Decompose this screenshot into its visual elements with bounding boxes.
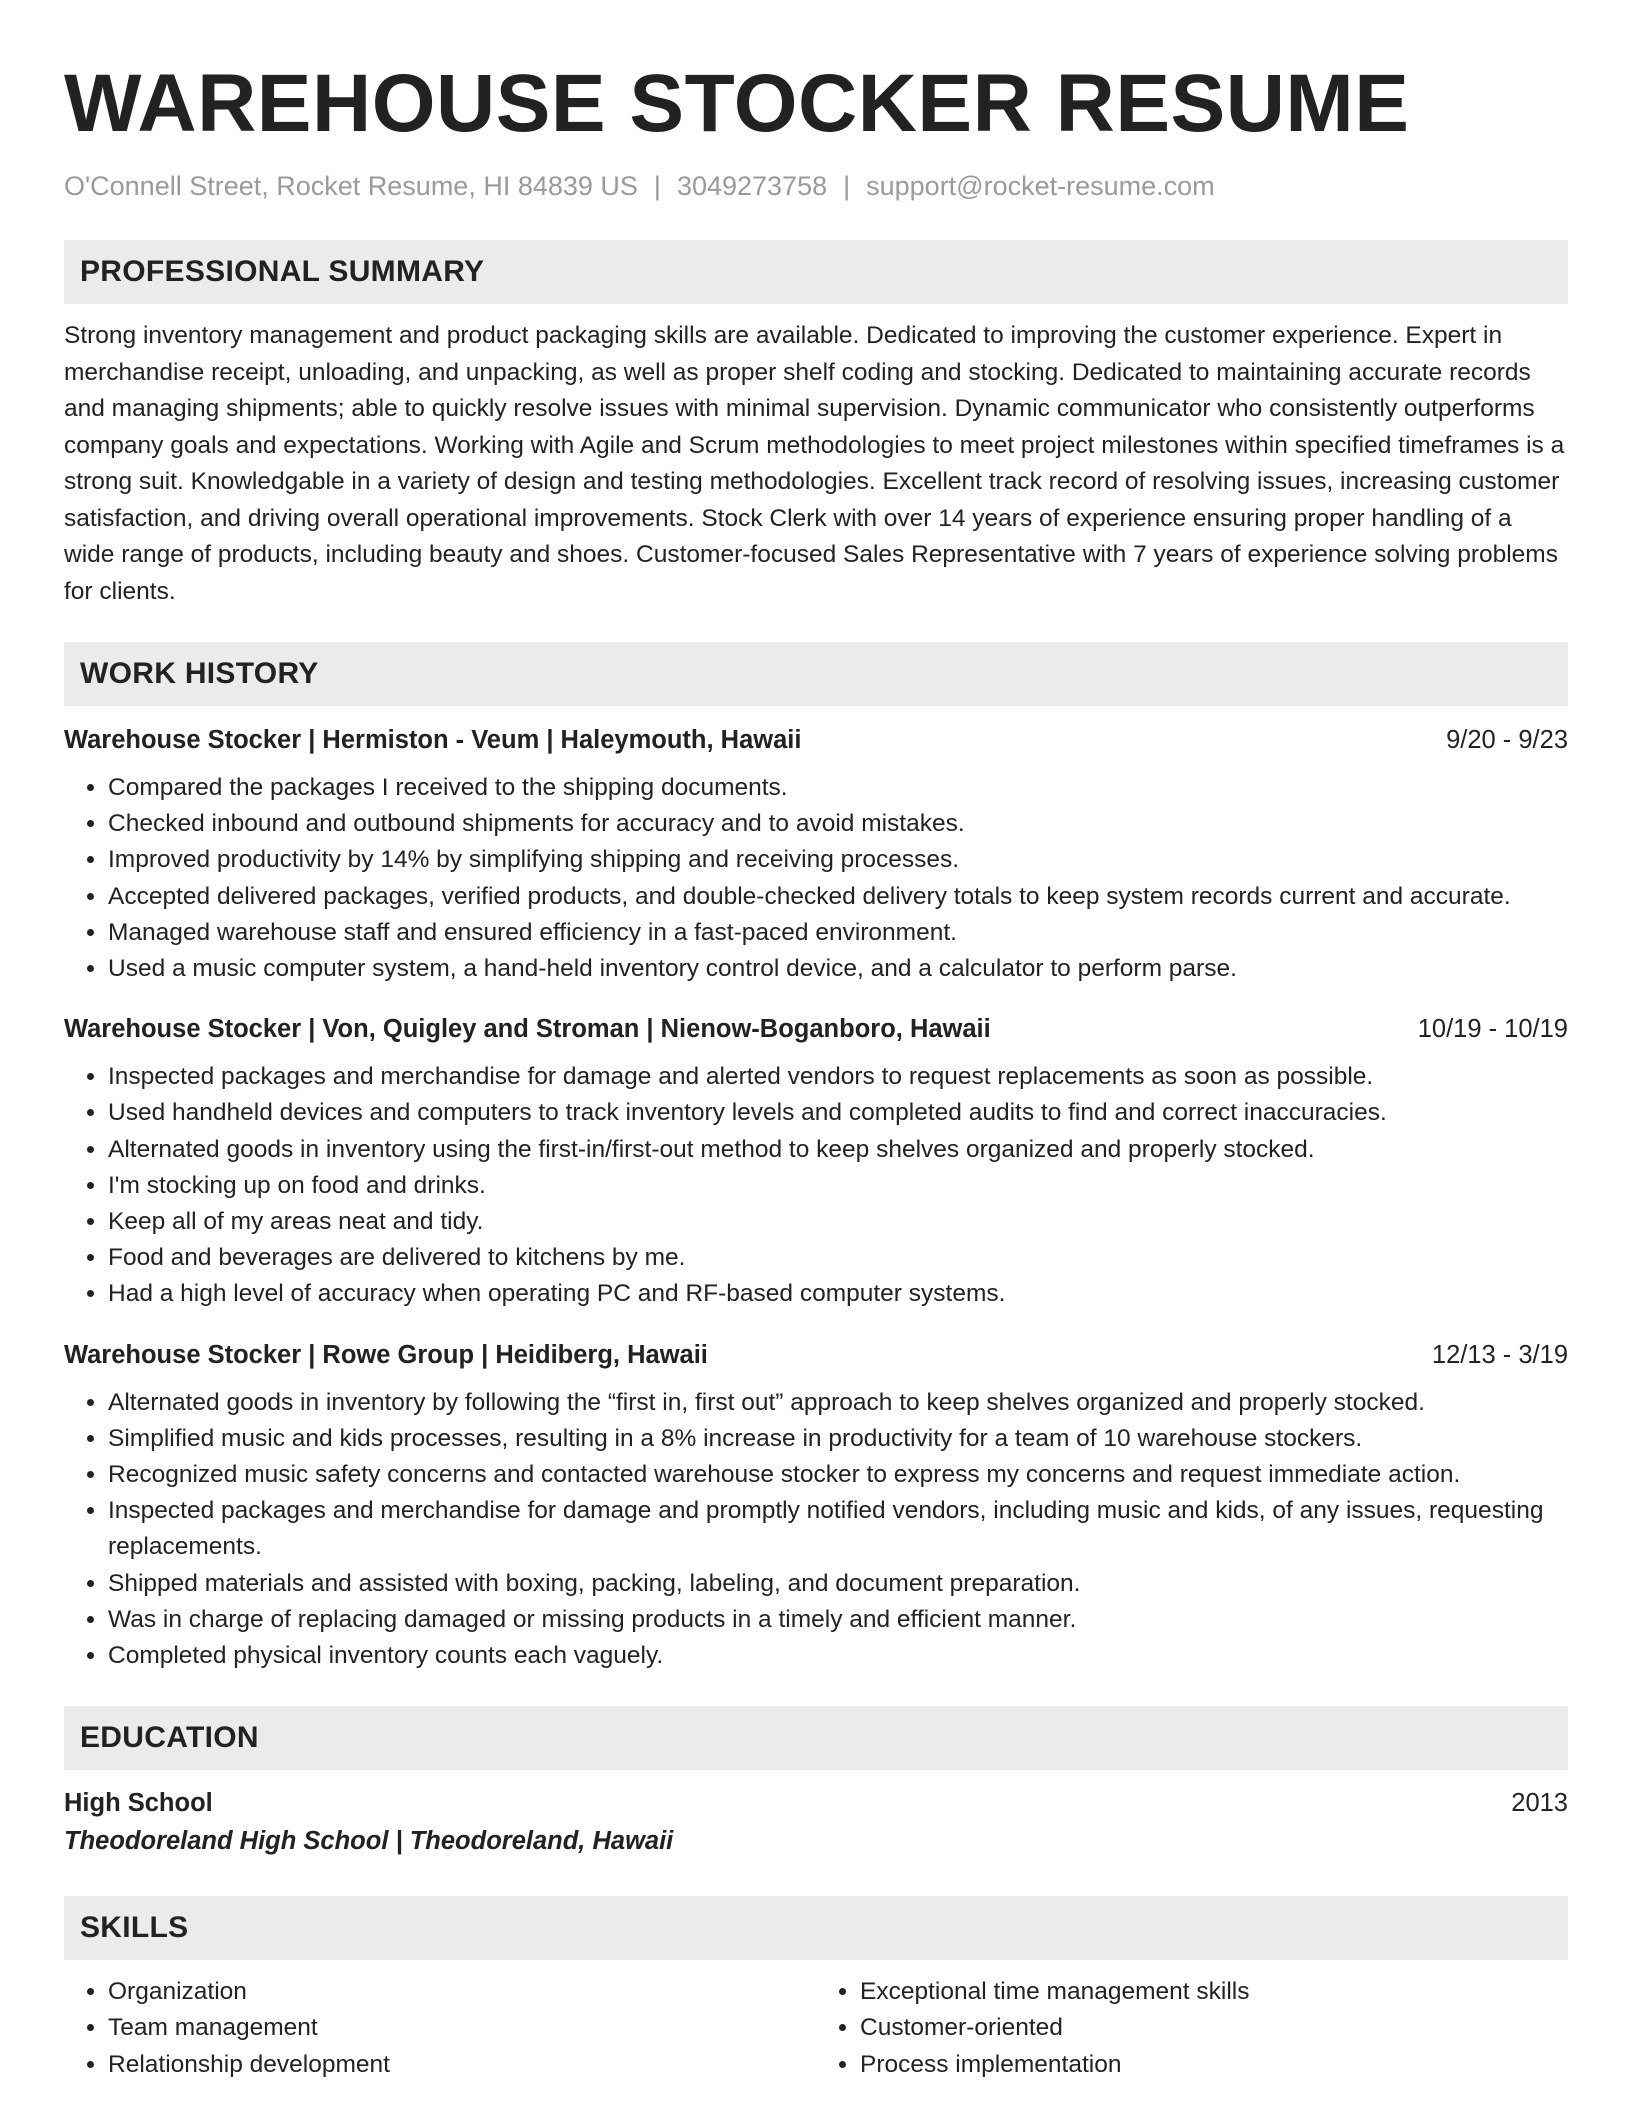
job-header [64, 722, 1568, 758]
job-title: Warehouse Stocker | Hermiston - Veum | Haleymouth, Hawaii [64, 726, 802, 754]
education-year: 2013 [1511, 1789, 1568, 1818]
job-bullets [64, 770, 1568, 987]
contact-phone: 3049273758 [676, 171, 828, 201]
list-item: • Checked inbound and outbound shipments for accuracy and to avoid mistakes. [108, 806, 1568, 842]
education-school: Theodoreland High School | Theodoreland, Hawaii [64, 1827, 674, 1856]
section-title: PROFESSIONAL SUMMARY [80, 255, 485, 288]
list-item: • Simplified music and kids processes, resulting in a 8% increase in productivity for a team of 10 warehouse stockers. [108, 1421, 1568, 1457]
job-header [64, 1337, 1568, 1373]
section-title: EDUCATION [80, 1721, 259, 1755]
list-item: • Completed physical inventory counts each vaguely. [108, 1638, 1568, 1674]
section-title: WORK HISTORY [80, 657, 319, 690]
list-item: • Organization [108, 1974, 816, 2010]
list-item: • Accepted delivered packages, verified products, and double-checked delivery totals to keep system records current and accurate. [108, 879, 1568, 915]
job-dates: 9/20 - 9/23 [1446, 726, 1568, 754]
job-entry [64, 1337, 1568, 1675]
resume-title: WAREHOUSE STOCKER RESUME [64, 58, 1410, 149]
list-item: • Team management [108, 2010, 816, 2046]
job-bullets [64, 1059, 1568, 1312]
job-dates: 10/19 - 10/19 [1417, 1015, 1568, 1044]
job-entry [64, 1011, 1568, 1312]
list-item: • Had a high level of accuracy when operating PC and RF-based computer systems. [108, 1276, 1568, 1312]
education-header [64, 1784, 1568, 1822]
list-item: • Was in charge of replacing damaged or missing products in a timely and efficient manner. [108, 1602, 1568, 1638]
list-item: • Shipped materials and assisted with boxing, packing, labeling, and document preparation. [108, 1566, 1568, 1602]
list-item: • Food and beverages are delivered to kitchens by me. [108, 1240, 1568, 1276]
section-header-education [64, 1706, 1568, 1770]
contact-address: O'Connell Street, Rocket Resume, HI 84839 US [64, 171, 638, 201]
list-item: • Managed warehouse staff and ensured efficiency in a fast-paced environment. [108, 915, 1568, 951]
skills-column-right [816, 1974, 1568, 2083]
list-item: • Alternated goods in inventory using the first-in/first-out method to keep shelves organized and properly stocked. [108, 1132, 1568, 1168]
job-bullets [64, 1385, 1568, 1675]
list-item: • Used handheld devices and computers to track inventory levels and completed audits to find and correct inaccuracies. [108, 1095, 1568, 1131]
job-entry [64, 722, 1568, 987]
job-title: Warehouse Stocker | Rowe Group | Heidiberg, Hawaii [64, 1340, 708, 1369]
summary-text: Strong inventory management and product packaging skills are available. Dedicated to improving the customer experience. Expert in merchandise receipt, unloading, and unpacking, as well as proper shelf coding and stocking. Dedicated to maintaining accurate records and managing shipments; able to quickly resolve issues with minimal supervision. Dynamic communicator who consistently outperforms company goals and expectations. Working with Agile and Scrum methodologies to meet project milestones within specified timeframes is a strong suit. Knowledgable in a variety of design and testing methodologies. Excellent track record of resolving issues, increasing customer satisfaction, and driving overall operational improvements. Stock Clerk with over 14 years of experience ensuring proper handling of a wide range of products, including beauty and shoes. Customer-focused Sales Representative with 7 years of experience solving problems for clients. [64, 322, 1565, 605]
skills-column-left [64, 1974, 816, 2083]
list-item: • Inspected packages and merchandise for damage and promptly notified vendors, including music and kids, of any issues, requesting replacements. [108, 1493, 1568, 1565]
list-item: • Process implementation [860, 2047, 1568, 2083]
section-title: SKILLS [80, 1911, 189, 1945]
education-degree: High School [64, 1789, 213, 1818]
list-item: • Compared the packages I received to the shipping documents. [108, 770, 1568, 806]
list-item: • Relationship development [108, 2047, 816, 2083]
section-header-work-history [64, 642, 1568, 706]
job-dates: 12/13 - 3/19 [1431, 1340, 1568, 1369]
job-header [64, 1011, 1568, 1047]
list-item: • Exceptional time management skills [860, 1974, 1568, 2010]
list-item: • Used a music computer system, a hand-held inventory control device, and a calculator to perform parse. [108, 951, 1568, 987]
contact-separator: | [653, 171, 661, 201]
section-header-summary [64, 240, 1568, 304]
contact-email: support@rocket-resume.com [866, 171, 1215, 201]
skills-columns [64, 1974, 1568, 2083]
job-title: Warehouse Stocker | Von, Quigley and Stroman | Nienow-Boganboro, Hawaii [64, 1015, 991, 1044]
section-header-skills [64, 1896, 1568, 1960]
contact-separator: | [843, 171, 851, 201]
list-item: • Customer-oriented [860, 2010, 1568, 2046]
list-item: • Inspected packages and merchandise for damage and alerted vendors to request replacements as soon as possible. [108, 1059, 1568, 1095]
list-item: • Improved productivity by 14% by simplifying shipping and receiving processes. [108, 842, 1568, 878]
contact-line [64, 168, 1568, 204]
list-item: • Keep all of my areas neat and tidy. [108, 1204, 1568, 1240]
list-item: • I'm stocking up on food and drinks. [108, 1168, 1568, 1204]
list-item: • Alternated goods in inventory by following the “first in, first out” approach to keep shelves organized and properly stocked. [108, 1385, 1568, 1421]
list-item: • Recognized music safety concerns and contacted warehouse stocker to express my concerns and request immediate action. [108, 1457, 1568, 1493]
education-entry [64, 1784, 1568, 1860]
